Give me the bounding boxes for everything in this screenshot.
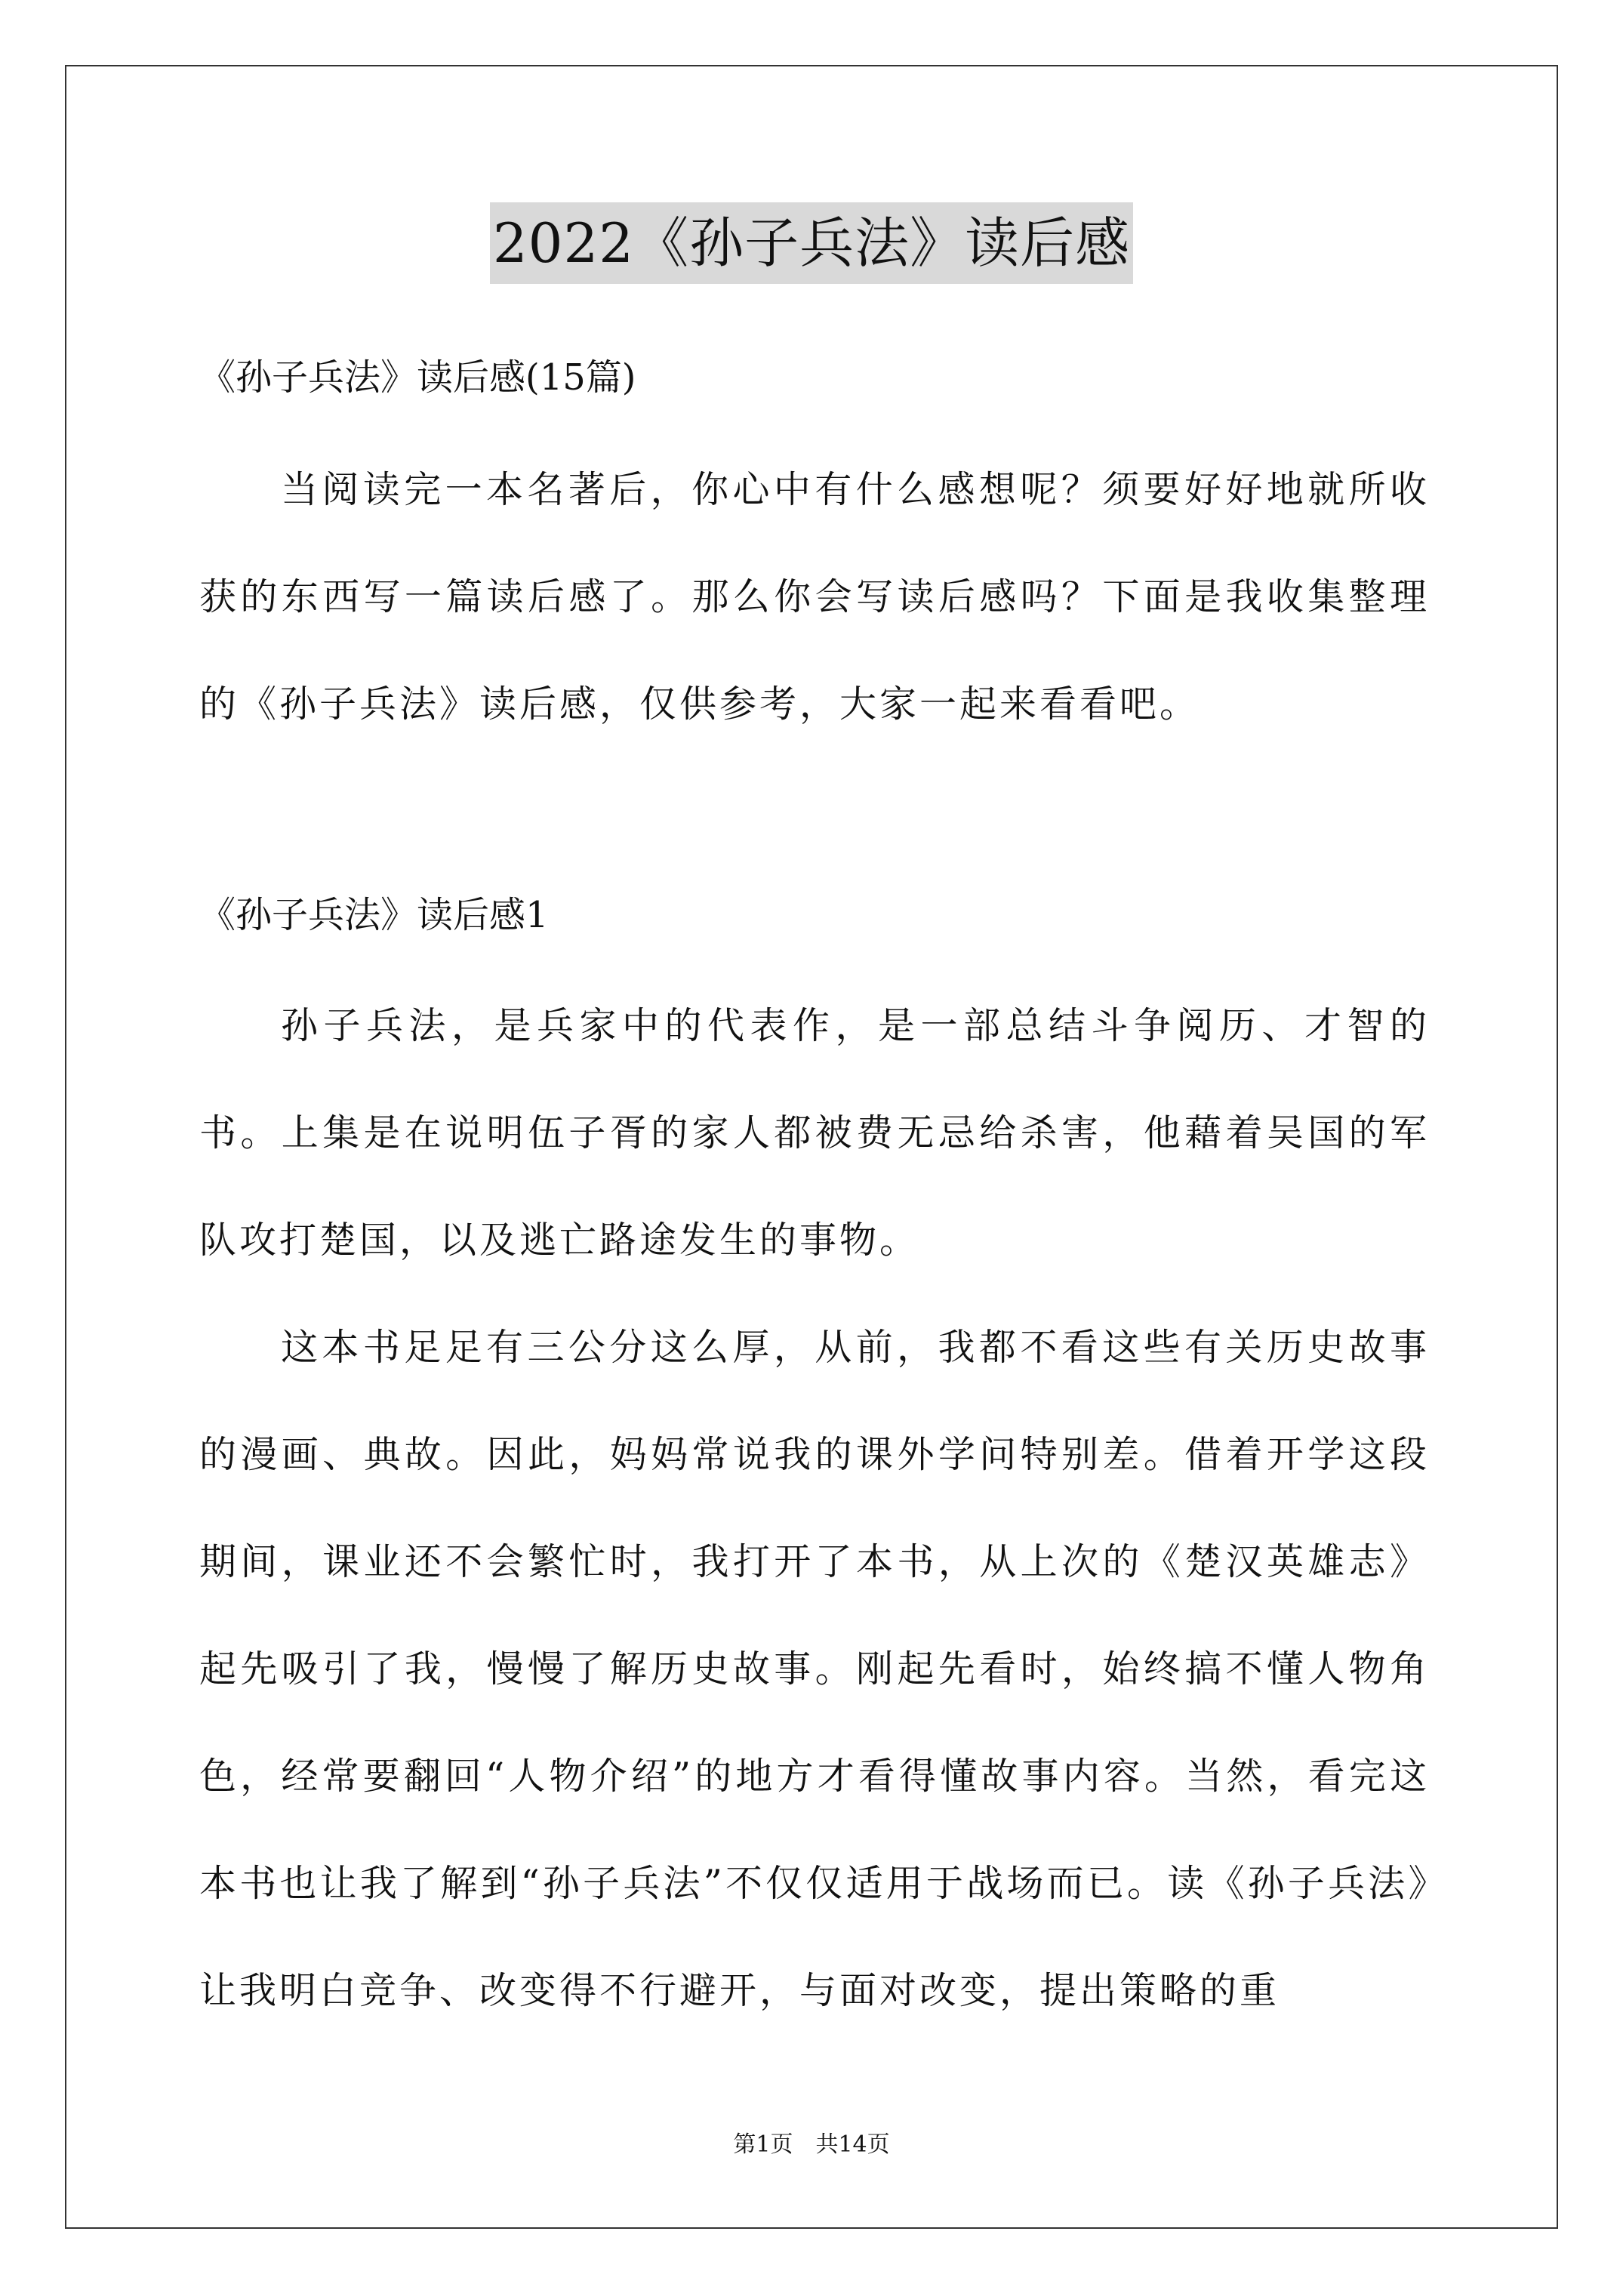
intro-paragraph: 当阅读完一本名著后，你心中有什么感想呢？须要好好地就所收获的东西写一篇读后感了。那么你会写读后感吗？下面是我收集整理的《孙子兵法》读后感，仅供参考，大家一起来看看吧。 [199,468,1430,726]
body-paragraph: 孙子兵法，是兵家中的代表作，是一部总结斗争阅历、才智的书。上集是在说明伍子胥的家人都被费无忌给杀害，他藉着吴国的军队攻打楚国，以及逃亡路途发生的事物。 [199,1004,1430,1262]
page-number: 第1页 共14页 [733,2131,890,2158]
document-title: 2022《孙子兵法》读后感 [490,202,1133,284]
body-paragraph: 这本书足足有三公分这么厚，从前，我都不看这些有关历史故事的漫画、典故。因此，妈妈常说我的课外学问特别差。借着开学这段期间，课业还不会繁忙时，我打开了本书，从上次的《楚汉英雄志》起先吸引了我，慢慢了解历史故事。刚起先看时，始终搞不懂人物角色，经常要翻回“人物介绍”的地方才看得懂故事内容。当然，看完这本书也让我了解到“孙子兵法”不仅仅适用于战场而已。读《孙子兵法》让我明白竞争、改变得不行避开，与面对改变，提出策略的重 [199,1326,1430,2012]
document-subtitle: 《孙子兵法》读后感(15篇) [199,356,636,399]
title-container [0,202,1623,284]
section-heading: 《孙子兵法》读后感1 [199,894,549,936]
